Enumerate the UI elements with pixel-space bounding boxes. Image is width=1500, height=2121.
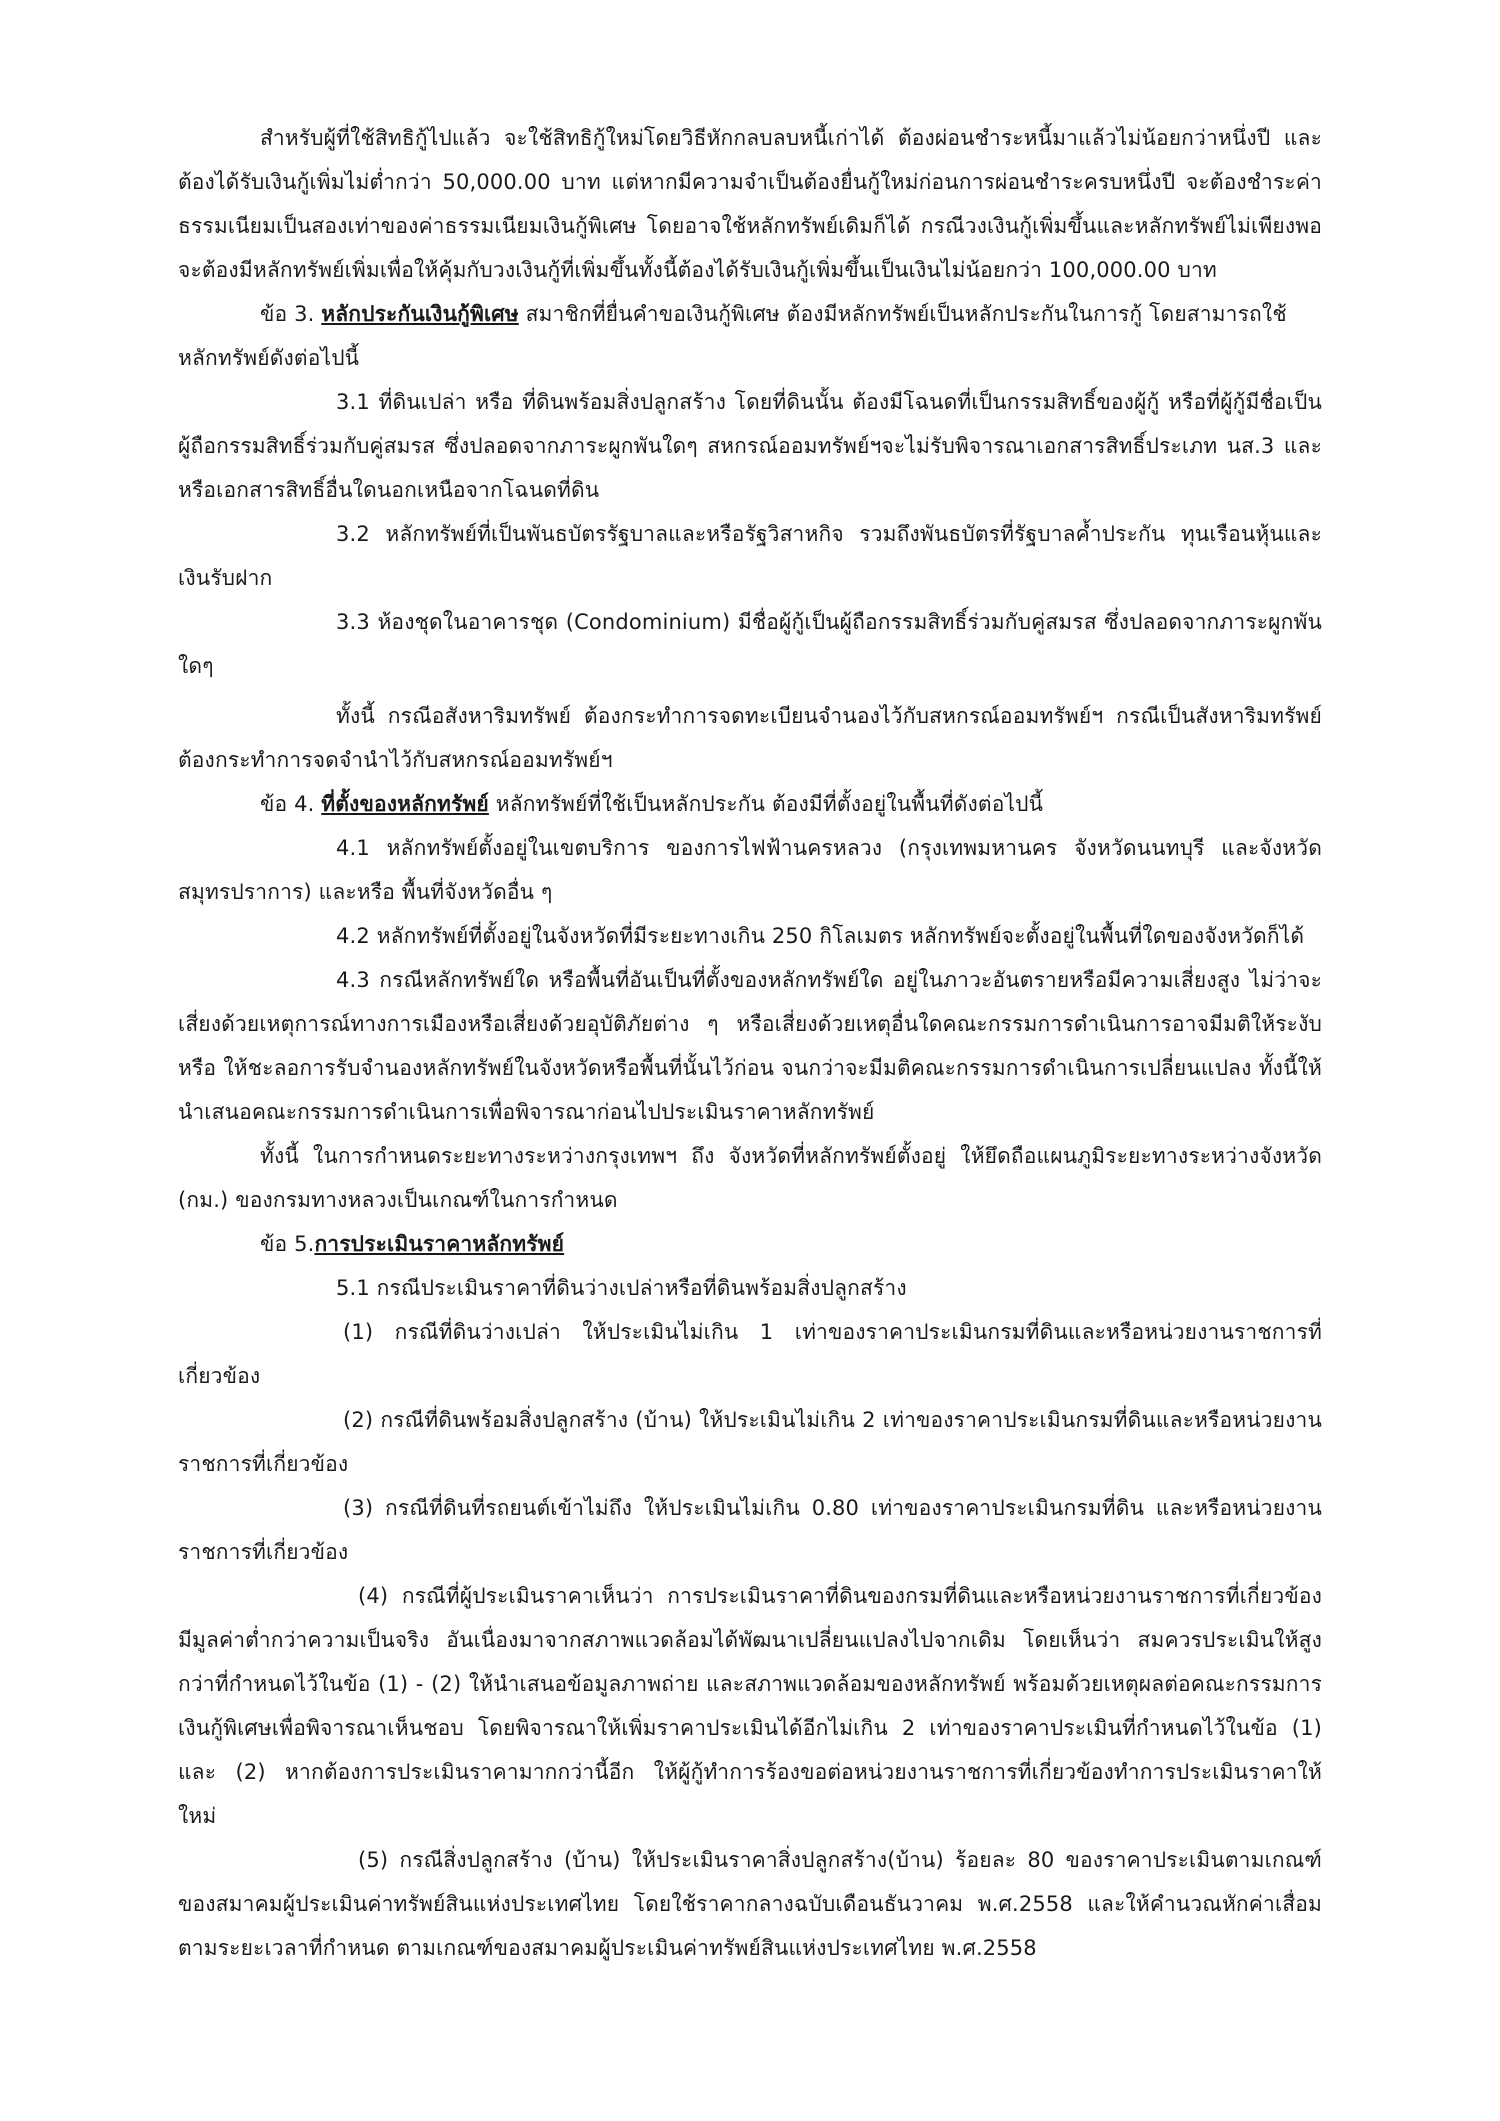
item-5-1-3: (3) กรณีที่ดินที่รถยนต์เข้าไม่ถึง ให้ประเมินไม่เกิน 0.80 เท่าของราคาประเมินกรมที่ดิน และหรือหน่วยงานราชการที่เกี่ยวข้อง [178,1496,1322,1564]
item-4-1: 4.1 หลักทรัพย์ตั้งอยู่ในเขตบริการ ของการไฟฟ้านครหลวง (กรุงเทพมหานคร จังหวัดนนทบุรี และจังหวัดสมุทรปราการ) และหรือ พื้นที่จังหวัดอื่น ๆ [178,836,1322,904]
section-4-number: ข้อ 4. [260,792,322,816]
section-3-body: สมาชิกที่ยื่นคำขอเงินกู้พิเศษ ต้องมีหลักทรัพย์เป็นหลักประกันในการกู้ โดยสามารถใช้หลักทรัพย์ดังต่อไปนี้ [178,302,1287,370]
section-4-note: ทั้งนี้ ในการกำหนดระยะทางระหว่างกรุงเทพฯ ถึง จังหวัดที่หลักทรัพย์ตั้งอยู่ ให้ยึดถือแผนภูมิระยะทางระหว่างจังหวัด (กม.) ของกรมทางหลวงเป็นเกณฑ์ในการกำหนด [178,1144,1322,1212]
item-4-2: 4.2 หลักทรัพย์ที่ตั้งอยู่ในจังหวัดที่มีระยะทางเกิน 250 กิโลเมตร หลักทรัพย์จะตั้งอยู่ในพื้นที่ใดของจังหวัดก็ได้ [336,924,1305,948]
section-5-number: ข้อ 5. [260,1232,315,1256]
section-4-heading [178,782,1322,826]
item-3-3: 3.3 ห้องชุดในอาคารชุด (Condominium) มีชื่อผู้กู้เป็นผู้ถือกรรมสิทธิ์ร่วมกับคู่สมรส ซึ่งปลอดจากภาระผูกพันใดๆ [178,610,1322,678]
item-3-1: 3.1 ที่ดินเปล่า หรือ ที่ดินพร้อมสิ่งปลูกสร้าง โดยที่ดินนั้น ต้องมีโฉนดที่เป็นกรรมสิทธิ์ของผู้กู้ หรือที่ผู้กู้มีชื่อเป็นผู้ถือกรรมสิทธิ์ร่วมกับคู่สมรส ซึ่งปลอดจากภาระผูกพันใดๆ สหกรณ์ออมทรัพย์ฯจะไม่รับพิจารณาเอกสารสิทธิ์ประเภท นส.3 และหรือเอกสารสิทธิ์อื่นใดนอกเหนือจากโฉนดที่ดิน [178,390,1322,502]
section-4-title: ที่ตั้งของหลักทรัพย์ [321,792,489,816]
section-3-number: ข้อ 3. [260,302,322,326]
paragraph-intro: สำหรับผู้ที่ใช้สิทธิกู้ไปแล้ว จะใช้สิทธิกู้ใหม่โดยวิธีหักกลบลบหนี้เก่าได้ ต้องผ่อนชำระหนี้มาแล้วไม่น้อยกว่าหนึ่งปี และต้องได้รับเงินกู้เพิ่มไม่ต่ำกว่า 50,000.00 บาท แต่หากมีความจำเป็นต้องยื่นกู้ใหม่ก่อนการผ่อนชำระครบหนึ่งปี จะต้องชำระค่าธรรมเนียมเป็นสองเท่าของค่าธรรมเนียมเงินกู้พิเศษ โดยอาจใช้หลักทรัพย์เดิมก็ได้ กรณีวงเงินกู้เพิ่มขึ้นและหลักทรัพย์ไม่เพียงพอ จะต้องมีหลักทรัพย์เพิ่มเพื่อให้คุ้มกับวงเงินกู้ที่เพิ่มขึ้นทั้งนี้ต้องได้รับเงินกู้เพิ่มขึ้นเป็นเงินไม่น้อยกว่า 100,000.00 บาท [178,126,1322,282]
section-3-heading [178,292,1322,380]
item-5-1-4: (4) กรณีที่ผู้ประเมินราคาเห็นว่า การประเมินราคาที่ดินของกรมที่ดินและหรือหน่วยงานราชการที่เกี่ยวข้องมีมูลค่าต่ำกว่าความเป็นจริง อันเนื่องมาจากสภาพแวดล้อมได้พัฒนาเปลี่ยนแปลงไปจากเดิม โดยเห็นว่า สมควรประเมินให้สูงกว่าที่กำหนดไว้ในข้อ (1) - (2) ให้นำเสนอข้อมูลภาพถ่าย และสภาพแวดล้อมของหลักทรัพย์ พร้อมด้วยเหตุผลต่อคณะกรรมการเงินกู้พิเศษเพื่อพิจารณาเห็นชอบ โดยพิจารณาให้เพิ่มราคาประเมินได้อีกไม่เกิน 2 เท่าของราคาประเมินที่กำหนดไว้ในข้อ (1) และ (2) หากต้องการประเมินราคามากกว่านี้อีก ให้ผู้กู้ทำการร้องขอต่อหน่วยงานราชการที่เกี่ยวข้องทำการประเมินราคาให้ใหม่ [178,1584,1322,1828]
item-5-1-5: (5) กรณีสิ่งปลูกสร้าง (บ้าน) ให้ประเมินราคาสิ่งปลูกสร้าง(บ้าน) ร้อยละ 80 ของราคาประเมินตามเกณฑ์ของสมาคมผู้ประเมินค่าทรัพย์สินแห่งประเทศไทย โดยใช้ราคากลางฉบับเดือนธันวาคม พ.ศ.2558 และให้คำนวณหักค่าเสื่อมตามระยะเวลาที่กำหนด ตามเกณฑ์ของสมาคมผู้ประเมินค่าทรัพย์สินแห่งประเทศไทย พ.ศ.2558 [178,1848,1322,1960]
section-3-title: หลักประกันเงินกู้พิเศษ [321,302,519,326]
item-4-3: 4.3 กรณีหลักทรัพย์ใด หรือพื้นที่อันเป็นที่ตั้งของหลักทรัพย์ใด อยู่ในภาวะอันตรายหรือมีความเสี่ยงสูง ไม่ว่าจะเสี่ยงด้วยเหตุการณ์ทางการเมืองหรือเสี่ยงด้วยอุบัติภัยต่าง ๆ หรือเสี่ยงด้วยเหตุอื่นใดคณะกรรมการดำเนินการอาจมีมติให้ระงับ หรือ ให้ชะลอการรับจำนองหลักทรัพย์ในจังหวัดหรือพื้นที่นั้นไว้ก่อน จนกว่าจะมีมติคณะกรรมการดำเนินการเปลี่ยนแปลง ทั้งนี้ให้นำเสนอคณะกรรมการดำเนินการเพื่อพิจารณาก่อนไปประเมินราคาหลักทรัพย์ [178,968,1322,1124]
item-3-2: 3.2 หลักทรัพย์ที่เป็นพันธบัตรรัฐบาลและหรือรัฐวิสาหกิจ รวมถึงพันธบัตรที่รัฐบาลค้ำประกัน ทุนเรือนหุ้นและเงินรับฝาก [178,522,1322,590]
section-3-note: ทั้งนี้ กรณีอสังหาริมทรัพย์ ต้องกระทำการจดทะเบียนจำนองไว้กับสหกรณ์ออมทรัพย์ฯ กรณีเป็นสังหาริมทรัพย์ ต้องกระทำการจดจำนำไว้กับสหกรณ์ออมทรัพย์ฯ [178,704,1322,772]
section-4-body: หลักทรัพย์ที่ใช้เป็นหลักประกัน ต้องมีที่ตั้งอยู่ในพื้นที่ดังต่อไปนี้ [488,792,1044,816]
item-5-1: 5.1 กรณีประเมินราคาที่ดินว่างเปล่าหรือที่ดินพร้อมสิ่งปลูกสร้าง [336,1276,907,1300]
item-5-1-1: (1) กรณีที่ดินว่างเปล่า ให้ประเมินไม่เกิน 1 เท่าของราคาประเมินกรมที่ดินและหรือหน่วยงานราชการที่เกี่ยวข้อง [178,1320,1322,1388]
section-5-heading [178,1222,1322,1266]
section-5-title: การประเมินราคาหลักทรัพย์ [314,1232,565,1256]
item-5-1-2: (2) กรณีที่ดินพร้อมสิ่งปลูกสร้าง (บ้าน) ให้ประเมินไม่เกิน 2 เท่าของราคาประเมินกรมที่ดินและหรือหน่วยงานราชการที่เกี่ยวข้อง [178,1408,1322,1476]
